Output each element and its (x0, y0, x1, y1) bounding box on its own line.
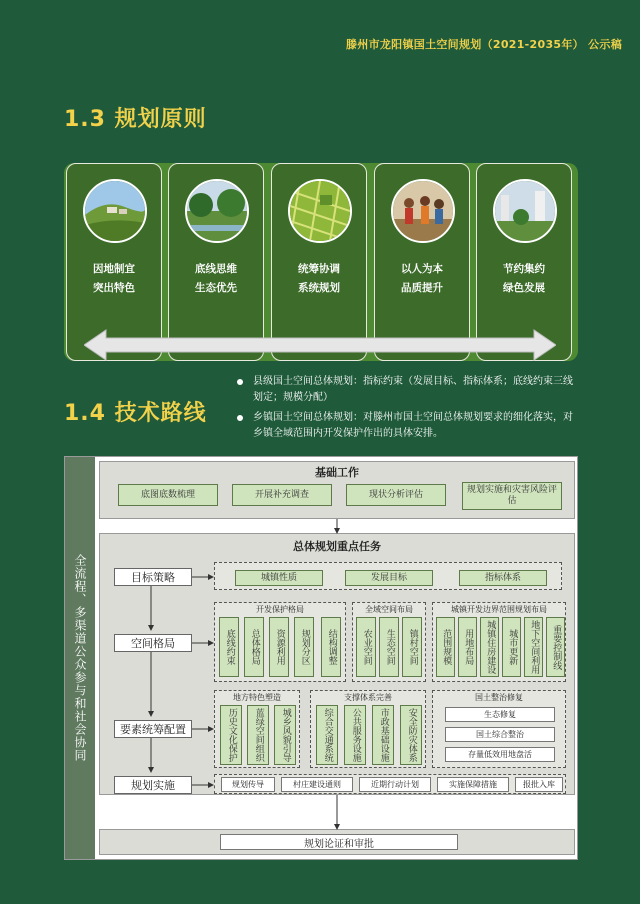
group-title: 地方特色塑造 (233, 693, 281, 702)
task-box: 规划分区 (294, 617, 314, 677)
task-box: 总体格局 (244, 617, 264, 677)
main-tasks-section (99, 533, 575, 795)
people-photo (391, 179, 455, 243)
card-line: 节约集约 (503, 263, 545, 275)
card-line: 以人为本 (401, 263, 443, 275)
goal-strategy-label: 目标策略 (114, 568, 192, 586)
task-box: 存量低效用地盘活 (445, 747, 555, 762)
document-header: 滕州市龙阳镇国土空间规划（2021-2035年） 公示稿 (345, 38, 622, 51)
bullet-item (235, 374, 577, 406)
task-box: 国土综合整治 (445, 727, 555, 742)
bullet-dot-icon (237, 415, 243, 421)
task-box: 规划实施和灾害风险评估 (462, 482, 562, 510)
card-line: 生态优先 (195, 282, 237, 294)
group-title: 开发保护格局 (256, 605, 304, 614)
forest-photo (185, 179, 249, 243)
village-photo (83, 179, 147, 243)
bullet-text: 县级国土空间总体规划：指标约束（发展目标、指标体系；底线约束三线划定；规模分配） (253, 376, 573, 403)
element-group-2 (310, 690, 426, 768)
task-box: 底线约束 (219, 617, 239, 677)
task-box: 近期行动计划 (359, 777, 431, 792)
task-box: 发展目标 (345, 570, 433, 586)
task-box: 规划传导 (221, 777, 275, 792)
card-line: 统筹协调 (298, 263, 340, 275)
element-group-3 (432, 690, 566, 768)
task-box: 城镇住房建设 (480, 617, 499, 677)
task-box: 农业空间 (356, 617, 376, 677)
public-participation-sidebar: 全流程、多渠道公众参与和社会协同 (65, 457, 95, 859)
task-box: 结构调整 (321, 617, 341, 677)
task-box: 开展补充调查 (232, 484, 332, 506)
space-group-1 (214, 602, 346, 682)
task-box: 蓝绿空间组织 (247, 705, 269, 765)
task-box: 指标体系 (459, 570, 547, 586)
space-group-2 (352, 602, 426, 682)
group-title: 全域空间布局 (365, 605, 413, 614)
task-box: 安全防灾体系 (400, 705, 422, 765)
task-box: 公共服务设施 (344, 705, 366, 765)
task-box: 范围规模 (436, 617, 455, 677)
section-title-route: 1.4 技术路线 (64, 401, 207, 426)
card-line: 系统规划 (298, 282, 340, 294)
task-box: 用地布局 (458, 617, 477, 677)
task-box: 城乡风貌引导 (274, 705, 296, 765)
task-box: 村庄建设通则 (281, 777, 353, 792)
farmland-aerial-photo (288, 179, 352, 243)
card-line: 绿色发展 (503, 282, 545, 294)
spatial-pattern-label: 空间格局 (114, 634, 192, 652)
card-line: 品质提升 (401, 282, 443, 294)
bullet-dot-icon (237, 379, 243, 385)
goal-group (214, 562, 562, 590)
task-box: 市政基础设施 (372, 705, 394, 765)
task-box: 地下空间利用 (524, 617, 543, 677)
task-box: 城镇性质 (235, 570, 323, 586)
task-box: 重要控制线 (546, 617, 565, 677)
implementation-group (214, 774, 566, 794)
route-notes (235, 374, 577, 446)
task-box: 城市更新 (502, 617, 521, 677)
review-section (99, 829, 575, 855)
task-box: 生态空间 (379, 617, 399, 677)
group-title: 城镇开发边界范围规划布局 (451, 605, 547, 614)
task-box: 镇村空间 (402, 617, 422, 677)
task-box: 生态修复 (445, 707, 555, 722)
task-box: 资源利用 (269, 617, 289, 677)
section-heading: 基础工作 (315, 466, 359, 479)
section-title-principles: 1.3 规划原则 (64, 107, 207, 132)
bullet-text: 乡镇国土空间总体规划：对滕州市国土空间总体规划要求的细化落实，对乡镇全域范围内开发保护作出的具体安排。 (253, 412, 573, 439)
group-title: 国土整治修复 (475, 693, 523, 702)
group-title: 支撑体系完善 (344, 693, 392, 702)
task-box: 综合交通系统 (316, 705, 338, 765)
review-box: 规划论证和审批 (220, 834, 458, 850)
base-work-section (99, 461, 575, 519)
double-arrow-icon (84, 328, 556, 362)
task-box: 现状分析评估 (346, 484, 446, 506)
element-group-1 (214, 690, 300, 768)
section-heading: 总体规划重点任务 (293, 540, 381, 553)
space-group-3 (432, 602, 566, 682)
task-box: 历史文化保护 (220, 705, 242, 765)
card-line: 因地制宜 (93, 263, 135, 275)
task-box: 报批入库 (515, 777, 563, 792)
city-park-photo (493, 179, 557, 243)
element-allocation-label: 要素统筹配置 (114, 720, 192, 738)
task-box: 底图底数梳理 (118, 484, 218, 506)
card-line: 突出特色 (93, 282, 135, 294)
task-box: 实施保障措施 (437, 777, 509, 792)
implementation-label: 规划实施 (114, 776, 192, 794)
technical-route-diagram (64, 456, 578, 860)
card-line: 底线思维 (195, 263, 237, 275)
bullet-item (235, 410, 577, 442)
